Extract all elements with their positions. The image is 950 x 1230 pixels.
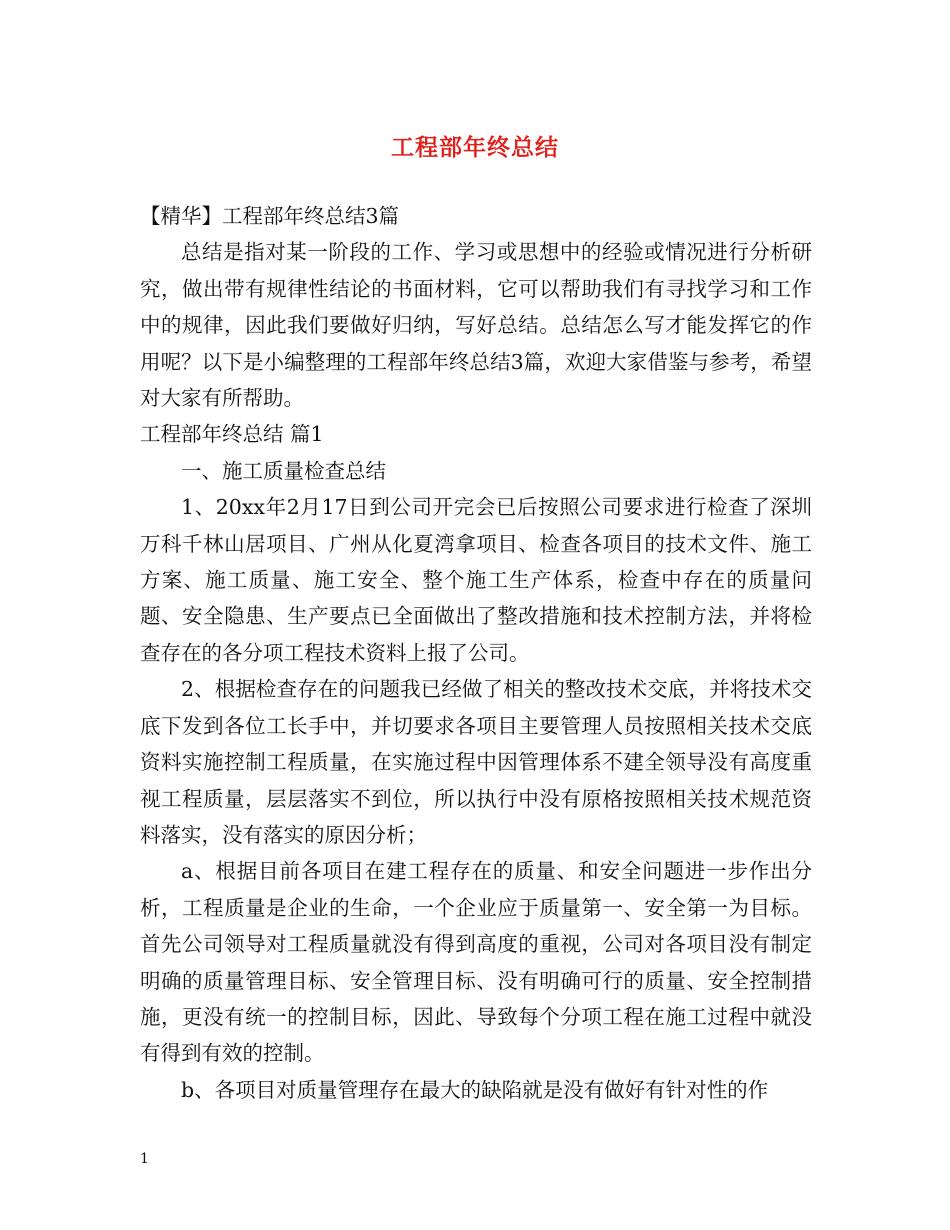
document-title: 工程部年终总结 xyxy=(391,134,559,161)
paragraph: 【精华】工程部年终总结3篇 xyxy=(140,204,400,228)
paragraph: 总结是指对某一阶段的工作、学习或思想中的经验或情况进行分析研究，做出带有规律性结论的书面材料，它可以帮助我们有寻找学习和工作中的规律，因此我们要做好归纳，写好总结。总结怎么写才能发挥它的作用呢？以下是小编整理的工程部年终总结3篇，欢迎大家借鉴与参考，希望对大家有所帮助。 xyxy=(140,240,812,411)
document-body xyxy=(140,198,812,1108)
paragraph: a、根据目前各项目在建工程存在的质量、和安全问题进一步作出分析，工程质量是企业的生命，一个企业应于质量第一、安全第一为目标。首先公司领导对工程质量就没有得到高度的重视，公司对各项目没有制定明确的质量管理目标、安全管理目标、没有明确可行的质量、安全控制措施，更没有统一的控制目标，因此、导致每个分项工程在施工过程中就没有得到有效的控制。 xyxy=(140,859,812,1066)
paragraph: b、各项目对质量管理存在最大的缺陷就是没有做好有针对性的作 xyxy=(181,1077,769,1102)
subsection-heading: 一、施工质量检查总结 xyxy=(181,458,386,483)
page-number: 1 xyxy=(140,1151,149,1167)
paragraph: 2、根据检查存在的问题我已经做了相关的整改技术交底，并将技术交底下发到各位工长手中，并切要求各项目主要管理人员按照相关技术交底资料实施控制工程质量，在实施过程中因管理体系不建全领导没有高度重视工程质量，层层落实不到位，所以执行中没有原格按照相关技术规范资料落实，没有落实的原因分析； xyxy=(140,677,812,847)
section-heading: 工程部年终总结 篇1 xyxy=(140,422,324,447)
paragraph: 1、20xx年2月17日到公司开完会已后按照公司要求进行检查了深圳万科千林山居项目、广州从化夏湾拿项目、检查各项目的技术文件、施工方案、施工质量、施工安全、整个施工生产体系，检查中存在的质量问题、安全隐患、生产要点已全面做出了整改措施和技术控制方法，并将检查存在的各分项工程技术资料上报了公司。 xyxy=(140,495,812,665)
